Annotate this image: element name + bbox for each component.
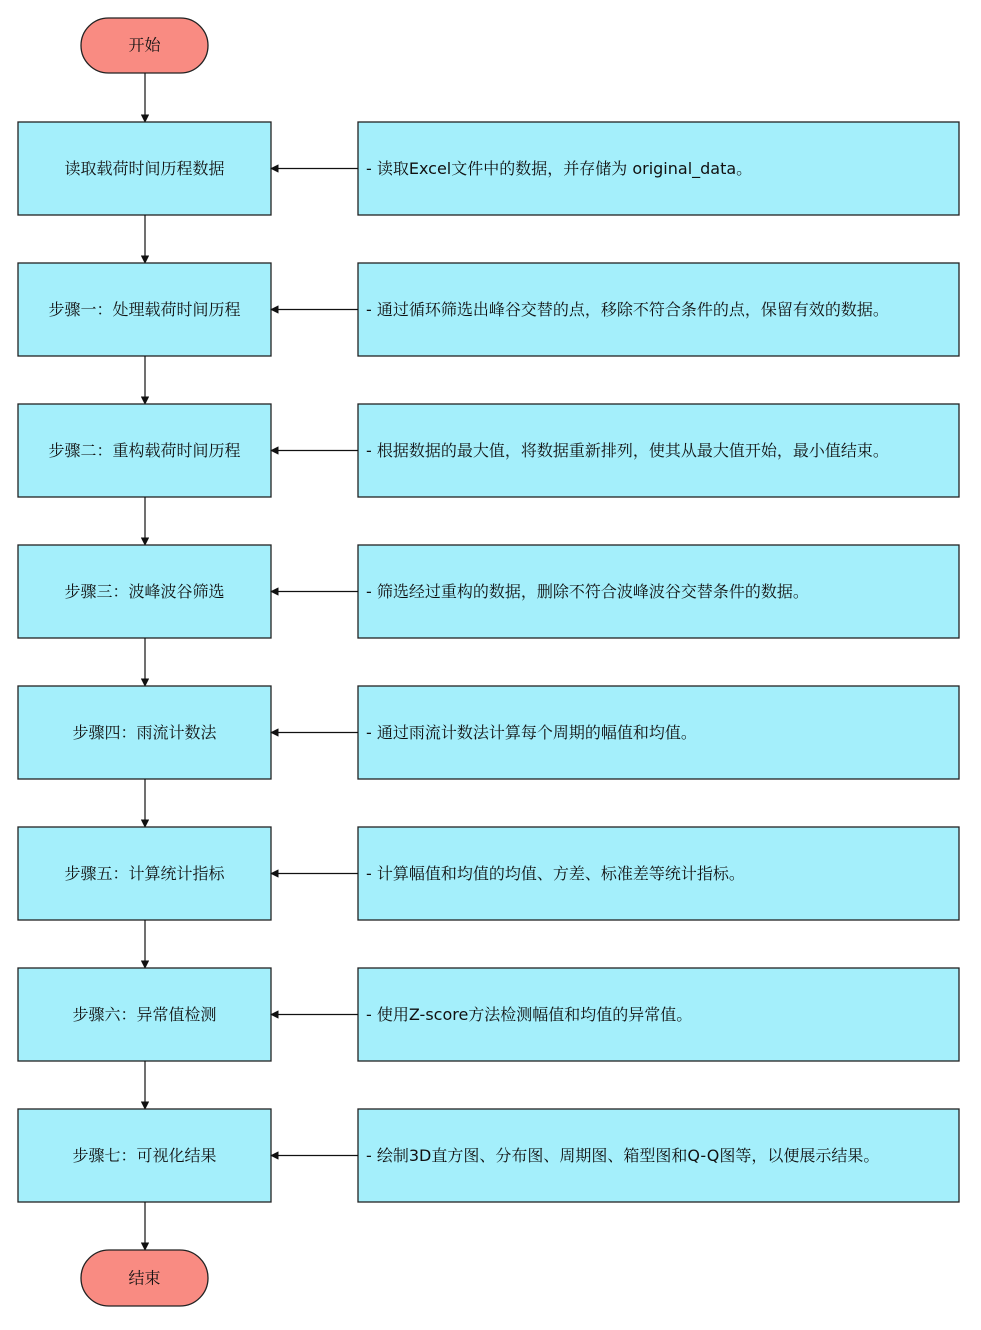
step-7: [18, 968, 959, 1109]
start-node: [81, 18, 208, 73]
step-2: [18, 263, 959, 404]
step-6: [18, 827, 959, 968]
step-2-label: 步骤一：处理载荷时间历程: [48, 300, 241, 319]
end-node-label: 结束: [128, 1268, 161, 1288]
start-node-label: 开始: [128, 35, 161, 55]
step-6-label: 步骤五：计算统计指标: [64, 864, 225, 883]
step-4: [18, 545, 959, 686]
step-3-note-text: - 根据数据的最大值，将数据重新排列，使其从最大值开始，最小值结束。: [366, 441, 889, 460]
step-4-label: 步骤三：波峰波谷筛选: [64, 582, 225, 601]
step-5-note-text: - 通过雨流计数法计算每个周期的幅值和均值。: [366, 723, 697, 742]
step-2-note-text: - 通过循环筛选出峰谷交替的点，移除不符合条件的点，保留有效的数据。: [366, 300, 889, 319]
step-1-label: 读取载荷时间历程数据: [64, 159, 225, 178]
step-8: [18, 1109, 959, 1250]
step-7-label: 步骤六：异常值检测: [72, 1005, 217, 1024]
step-7-note-text: - 使用Z-score方法检测幅值和均值的异常值。: [366, 1005, 693, 1024]
step-3: [18, 404, 959, 545]
steps-layer: [18, 73, 959, 1250]
step-1: [18, 122, 959, 263]
step-3-label: 步骤二：重构载荷时间历程: [48, 441, 241, 460]
step-5: [18, 686, 959, 827]
step-5-label: 步骤四：雨流计数法: [72, 723, 217, 742]
step-4-note-text: - 筛选经过重构的数据，删除不符合波峰波谷交替条件的数据。: [366, 582, 809, 601]
step-8-label: 步骤七：可视化结果: [72, 1146, 217, 1165]
step-1-note-text: - 读取Excel文件中的数据，并存储为 original_data。: [366, 159, 753, 178]
step-6-note-text: - 计算幅值和均值的均值、方差、标准差等统计指标。: [366, 864, 745, 883]
end-node: [81, 1250, 208, 1306]
step-8-note-text: - 绘制3D直方图、分布图、周期图、箱型图和Q-Q图等，以便展示结果。: [366, 1146, 880, 1165]
